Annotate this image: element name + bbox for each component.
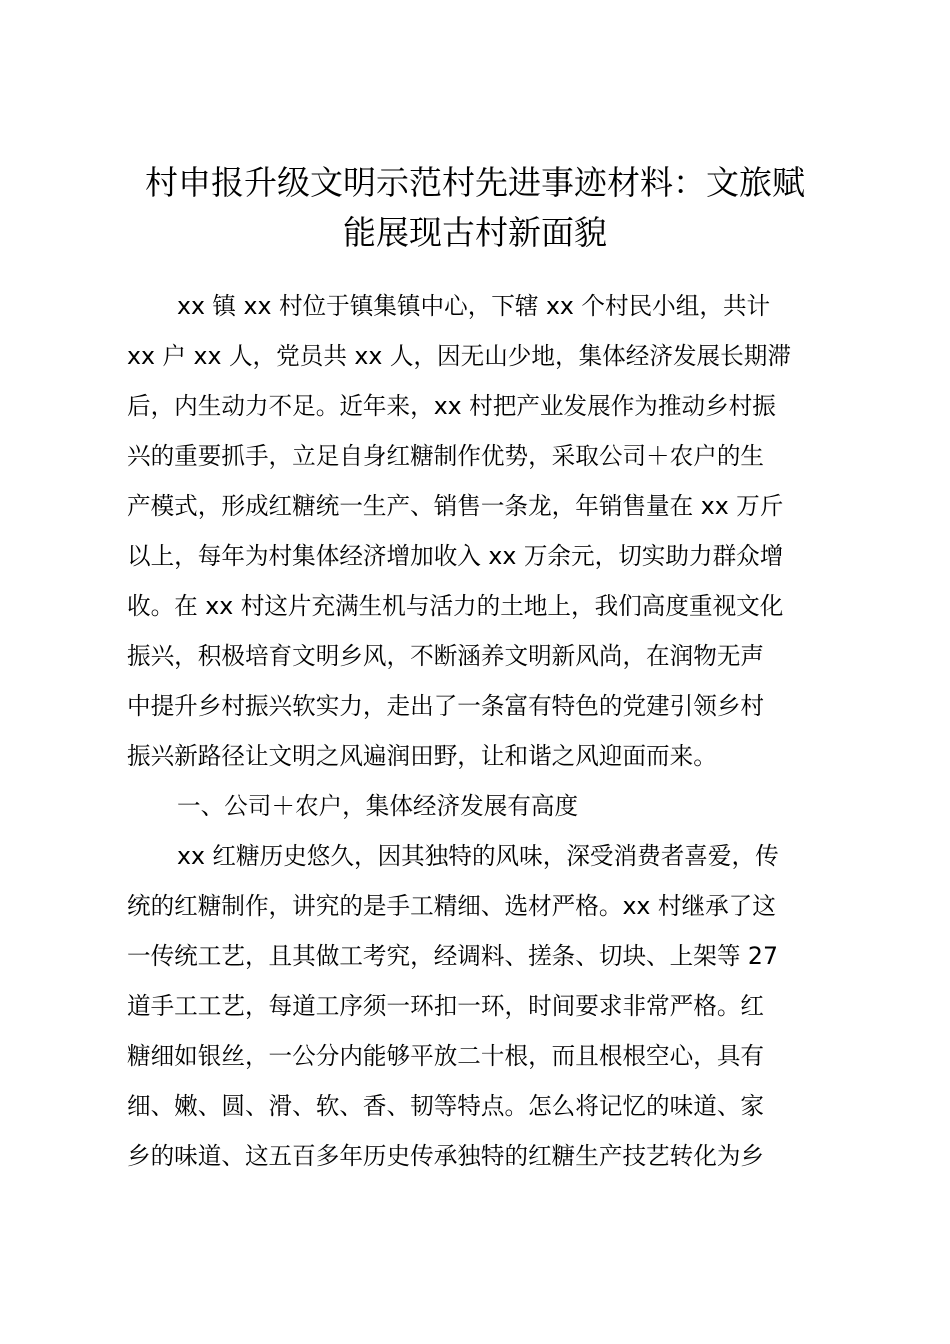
paragraph-line: 道手工工艺，每道工序须一环扣一环，时间要求非常严格。红 xyxy=(127,992,765,1020)
paragraph-line: 后，内生动力不足。近年来，xx 村把产业发展作为推动乡村振 xyxy=(127,392,776,420)
paragraph-line: 产模式，形成红糖统一生产、销售一条龙，年销售量在 xx 万斤 xyxy=(127,492,784,520)
paragraph-line: 细、嫩、圆、滑、软、香、韧等特点。怎么将记忆的味道、家 xyxy=(127,1092,765,1120)
section-heading: 一、公司＋农户，集体经济发展有高度 xyxy=(177,792,579,820)
paragraph-line: 以上，每年为村集体经济增加收入 xx 万余元，切实助力群众增 xyxy=(127,542,784,570)
title-line: 村申报升级文明示范村先进事迹材料：文旅赋 xyxy=(145,163,805,202)
paragraph-line: 中提升乡村振兴软实力，走出了一条富有特色的党建引领乡村 xyxy=(127,692,765,720)
paragraph-line: 一传统工艺，且其做工考究，经调料、搓条、切块、上架等 27 xyxy=(127,942,778,970)
paragraph-line: 糖细如银丝，一公分内能够平放二十根，而且根根空心，具有 xyxy=(127,1042,765,1070)
paragraph-line: 统的红糖制作，讲究的是手工精细、选材严格。xx 村继承了这 xyxy=(127,892,776,920)
paragraph-intro xyxy=(127,281,832,781)
paragraph-red-sugar xyxy=(127,831,832,1181)
document-title xyxy=(110,158,840,258)
paragraph-line: xx 户 xx 人，党员共 xx 人，因无山少地，集体经济发展长期滞 xyxy=(127,342,791,370)
paragraph-line: 兴的重要抓手，立足自身红糖制作优势，采取公司＋农户的生 xyxy=(127,442,765,470)
paragraph-line: 收。在 xx 村这片充满生机与活力的土地上，我们高度重视文化 xyxy=(127,592,784,620)
paragraph-line: 振兴新路径让文明之风遍润田野，让和谐之风迎面而来。 xyxy=(127,742,717,770)
document-body xyxy=(127,281,832,1181)
paragraph-line: 乡的味道、这五百多年历史传承独特的红糖生产技艺转化为乡 xyxy=(127,1142,765,1170)
title-line: 能展现古村新面貌 xyxy=(343,213,607,252)
paragraph-line: xx 红糖历史悠久，因其独特的风味，深受消费者喜爱，传 xyxy=(177,842,779,870)
paragraph-line: 振兴，积极培育文明乡风，不断涵养文明新风尚，在润物无声 xyxy=(127,642,765,670)
paragraph-line: xx 镇 xx 村位于镇集镇中心，下辖 xx 个村民小组，共计 xyxy=(177,292,771,320)
